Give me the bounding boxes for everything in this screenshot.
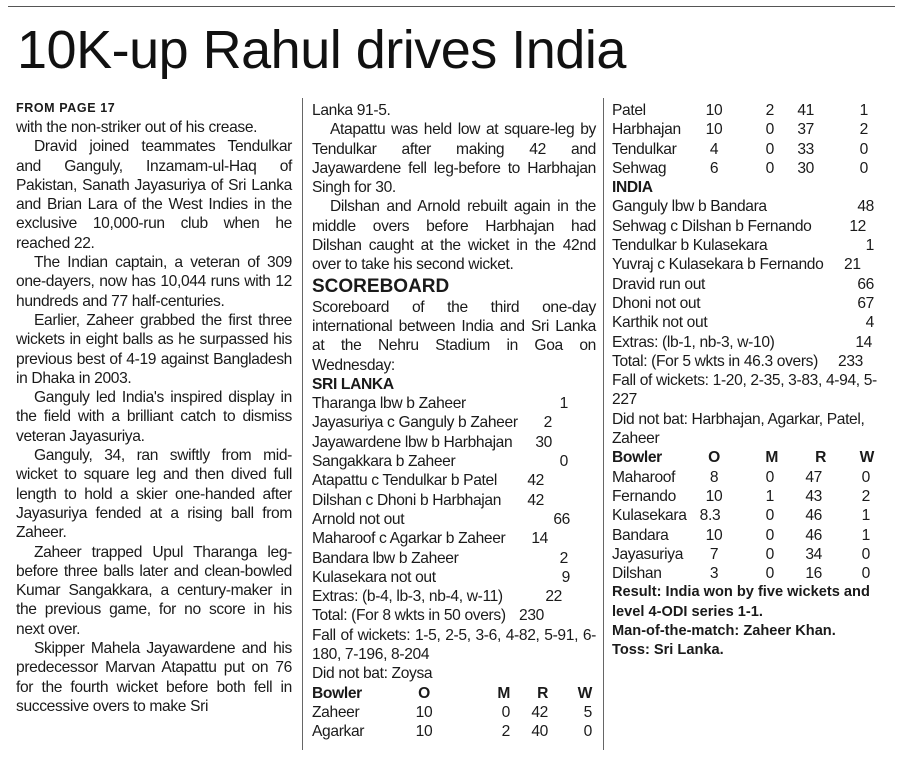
man-of-the-match: Man-of-the-match: Zaheer Khan.: [612, 623, 836, 640]
batting-row: [612, 294, 894, 313]
batsman-runs: 4: [865, 314, 874, 332]
bowler-wickets: 2: [861, 487, 870, 505]
batting-row: [312, 394, 596, 413]
bowler-overs: 7: [709, 545, 719, 563]
batsman-runs: 2: [543, 414, 552, 432]
total-label: Total: (For 8 wkts in 50 overs): [312, 607, 506, 625]
batsman-runs: 42: [527, 472, 544, 490]
batting-row: [312, 510, 596, 529]
bowler-wickets: 1: [861, 507, 870, 525]
bowling-row: [612, 140, 894, 159]
bowling-header-cell: W: [859, 449, 874, 467]
extras-label: Extras: (lb-1, nb-3, w-10): [612, 333, 775, 351]
extras-value: 14: [855, 333, 872, 351]
bowling-header-cell: R: [537, 684, 548, 702]
article-column-1: [16, 101, 292, 716]
team-heading-sri-lanka: SRI LANKA: [312, 375, 394, 393]
bowling-header-cell: O: [708, 449, 720, 467]
bowling-row: [612, 101, 894, 120]
bowler-runs: 37: [797, 121, 814, 139]
bowler-overs: 10: [705, 121, 723, 139]
bowler-maidens: 0: [501, 703, 510, 721]
batsman-entry: Tendulkar b Kulasekara: [612, 237, 768, 255]
bowler-maidens: 1: [765, 487, 774, 505]
bowler-name: Harbhajan: [612, 121, 681, 139]
bowler-name: Agarkar: [312, 723, 365, 741]
bowler-wickets: 1: [859, 102, 868, 119]
extras-row: [312, 587, 596, 606]
bowler-wickets: 5: [583, 703, 592, 721]
extras-label: Extras: (b-4, lb-3, nb-4, w-11): [312, 588, 503, 606]
batsman-entry: Maharoof c Agarkar b Zaheer: [312, 530, 506, 548]
bowling-row: [612, 545, 894, 564]
extras-value: 22: [545, 588, 562, 606]
did-not-bat: Did not bat: Harbhajan, Agarkar, Patel, Zaheer: [612, 410, 865, 448]
bowler-runs: 30: [797, 159, 814, 177]
batting-row: [312, 413, 596, 432]
bowler-overs: 10: [705, 487, 723, 505]
batsman-entry: Dravid run out: [612, 275, 706, 293]
paragraph: Dravid joined teammates Tendulkar and Ganguly, Inzamam-ul-Haq of Pakistan, Sanath Jayasuriya of Sri Lanka and Brian Lara of the West Indies in the exclusive 10,000-run club when he reached 22.: [16, 138, 292, 252]
did-not-bat: Did not bat: Zoysa: [312, 665, 433, 683]
paragraph: Ganguly led India's inspired display in the field with a brilliant catch to dismiss veteran Jayasuriya.: [16, 389, 292, 445]
batsman-runs: 2: [559, 549, 568, 567]
batsman-runs: 0: [559, 453, 568, 471]
bowler-maidens: 0: [765, 121, 774, 139]
bowler-name: Patel: [612, 102, 646, 119]
bowler-maidens: 2: [765, 102, 774, 119]
bowling-row: [612, 468, 894, 487]
bowler-overs: 10: [705, 102, 723, 119]
bowler-overs: 3: [709, 565, 719, 583]
from-page-label: FROM PAGE 17: [16, 101, 116, 115]
bowler-overs: 8: [709, 468, 719, 486]
extras-row: [612, 333, 894, 352]
bowling-header-cell: R: [815, 449, 826, 467]
bowler-wickets: 0: [859, 140, 868, 158]
batting-row: [312, 549, 596, 568]
bowler-name: Sehwag: [612, 159, 667, 177]
bowling-row: [312, 703, 596, 722]
bowler-maidens: 0: [765, 507, 774, 525]
bowling-row: [312, 722, 596, 741]
scoreboard-heading: SCOREBOARD: [312, 275, 450, 297]
article-column-2: [312, 101, 596, 742]
bowler-name: Jayasuriya: [612, 545, 684, 563]
total-row: [612, 352, 894, 371]
bowler-maidens: 0: [765, 140, 774, 158]
batting-row: [312, 433, 596, 452]
bowling-header-cell: W: [577, 684, 592, 702]
paragraph: Earlier, Zaheer grabbed the first three wickets in eight balls as he surpassed his previous best of 4-19 against Bangladesh in Dhaka in 2003.: [16, 311, 292, 387]
bowler-maidens: 0: [765, 159, 774, 177]
bowling-header-cell: M: [497, 684, 510, 702]
bowler-runs: 16: [805, 565, 822, 583]
bowler-runs: 42: [531, 703, 548, 721]
batsman-entry: Jayasuriya c Ganguly b Zaheer: [312, 414, 518, 432]
total-row: [312, 606, 596, 625]
bowler-runs: 34: [805, 545, 822, 563]
batting-row: [612, 255, 894, 274]
column-divider: [302, 98, 303, 750]
bowling-header: [612, 448, 894, 467]
batsman-runs: 30: [535, 433, 552, 451]
bowler-maidens: 0: [765, 545, 774, 563]
bowler-runs: 46: [805, 526, 822, 544]
batting-row: [312, 452, 596, 471]
bowler-maidens: 0: [765, 468, 774, 486]
batsman-entry: Tharanga lbw b Zaheer: [312, 395, 466, 413]
bowler-overs: 4: [709, 140, 719, 158]
batting-row: [312, 471, 596, 490]
batsman-entry: Jayawardene lbw b Harbhajan: [312, 433, 513, 451]
total-label: Total: (For 5 wkts in 46.3 overs): [612, 352, 818, 370]
bowler-name: Zaheer: [312, 703, 360, 721]
batsman-entry: Arnold not out: [312, 510, 405, 528]
bowler-overs: 10: [415, 723, 433, 741]
paragraph: Skipper Mahela Jayawardene and his predecessor Marvan Atapattu put on 76 for the fourth wicket before both fell in successive overs to make Sri: [16, 640, 292, 715]
bowler-wickets: 1: [861, 526, 870, 544]
team-heading-india: INDIA: [612, 179, 653, 197]
bowling-header-cell: Bowler: [312, 684, 362, 702]
sri-lanka-batting: [312, 394, 596, 626]
scoreboard-intro: Scoreboard of the third one-day international between India and Sri Lanka at the Nehru Stadium in Goa on Wednesday:: [312, 298, 596, 374]
batting-row: [612, 217, 894, 236]
batsman-entry: Dhoni not out: [612, 294, 701, 312]
batsman-entry: Sehwag c Dilshan b Fernando: [612, 217, 812, 235]
batting-row: [312, 491, 596, 510]
bowler-runs: 46: [805, 507, 822, 525]
headline: 10K-up Rahul drives India: [17, 20, 626, 80]
bowler-maidens: 0: [765, 526, 774, 544]
batsman-entry: Yuvraj c Kulasekara b Fernando: [612, 256, 824, 274]
batsman-entry: Kulasekara not out: [312, 568, 436, 586]
bowler-runs: 33: [797, 140, 814, 158]
batsman-entry: Bandara lbw b Zaheer: [312, 549, 459, 567]
bowler-wickets: 0: [583, 723, 592, 741]
paragraph: Lanka 91-5.: [312, 102, 391, 119]
batting-row: [612, 313, 894, 332]
bowling-row: [612, 506, 894, 525]
bowling-header-cell: Bowler: [612, 449, 662, 467]
bowler-wickets: 0: [859, 159, 868, 177]
paragraph: Zaheer trapped Upul Tharanga leg-before three balls later and clean-bowled Kumar Sangakkara, a century-maker in the previous game, for no score in his next over.: [16, 543, 292, 638]
bowler-runs: 47: [805, 468, 822, 486]
batting-row: [312, 568, 596, 587]
bowler-overs: 10: [415, 703, 433, 721]
bowling-header-cell: M: [765, 449, 778, 467]
bowler-runs: 43: [805, 487, 822, 505]
batsman-runs: 9: [561, 568, 570, 586]
bowler-wickets: 0: [861, 468, 870, 486]
batsman-entry: Sangakkara b Zaheer: [312, 453, 456, 471]
bowling-row: [612, 564, 894, 583]
paragraph: Atapattu was held low at square-leg by Tendulkar after making 42 and Jayawardene fell leg-before to Harbhajan Singh for 30.: [312, 121, 596, 197]
bowling-header-cell: O: [418, 684, 430, 702]
india-batting: [612, 197, 894, 371]
bowling-row: [612, 487, 894, 506]
batsman-runs: 66: [553, 510, 570, 528]
bowling-row: [612, 159, 894, 178]
batsman-runs: 12: [849, 217, 866, 235]
bowler-wickets: 2: [859, 121, 868, 139]
batsman-runs: 1: [865, 237, 874, 255]
bowler-runs: 40: [531, 723, 548, 741]
batting-row: [612, 275, 894, 294]
bowler-name: Fernando: [612, 487, 676, 505]
paragraph: The Indian captain, a veteran of 309 one-dayers, now has 10,044 runs with 12 hundreds and 77 half-centuries.: [16, 254, 292, 310]
bowler-overs: 6: [709, 159, 719, 177]
batsman-runs: 48: [857, 198, 874, 216]
bowler-runs: 41: [797, 102, 814, 119]
batting-row: [612, 197, 894, 216]
paragraph: Ganguly, 34, ran swiftly from mid-wicket to square leg and then dived full length to hold a skier one-handed after Jayasuriya fended at a rising ball from Zaheer.: [16, 447, 292, 542]
top-rule: [8, 6, 895, 7]
bowler-wickets: 0: [861, 545, 870, 563]
bowling-header: [312, 684, 596, 703]
batsman-runs: 67: [857, 294, 874, 312]
batsman-entry: Ganguly lbw b Bandara: [612, 198, 767, 216]
batsman-runs: 42: [527, 491, 544, 509]
bowler-name: Dilshan: [612, 565, 662, 583]
bowler-name: Bandara: [612, 526, 669, 544]
bowling-row: [612, 120, 894, 139]
batting-row: [312, 529, 596, 548]
toss: Toss: Sri Lanka.: [612, 642, 724, 659]
batsman-entry: Dilshan c Dhoni b Harbhajan: [312, 491, 502, 509]
total-value: 233: [838, 352, 863, 370]
batsman-runs: 66: [857, 275, 874, 293]
fall-of-wickets: Fall of wickets: 1-20, 2-35, 3-83, 4-94, 5-227: [612, 372, 877, 409]
total-value: 230: [519, 607, 544, 625]
batsman-entry: Atapattu c Tendulkar b Patel: [312, 472, 497, 490]
batsman-runs: 14: [531, 530, 548, 548]
bowler-name: Tendulkar: [612, 140, 677, 158]
bowler-name: Maharoof: [612, 468, 676, 486]
match-result: Result: India won by five wickets and level 4-ODI series 1-1.: [612, 584, 870, 620]
paragraph: Dilshan and Arnold rebuilt again in the middle overs before Harbhajan had Dilshan caught at the wicket in the 42nd over to take his second wicket.: [312, 198, 596, 274]
batting-row: [612, 236, 894, 255]
fall-of-wickets: Fall of wickets: 1-5, 2-5, 3-6, 4-82, 5-91, 6-180, 7-196, 8-204: [312, 626, 596, 664]
bowler-maidens: 0: [765, 565, 774, 583]
bowler-overs: 10: [705, 526, 723, 544]
batsman-entry: Karthik not out: [612, 314, 708, 332]
column-divider: [603, 98, 604, 750]
bowler-maidens: 2: [501, 723, 510, 741]
article-column-3: [612, 101, 894, 661]
bowler-name: Kulasekara: [612, 507, 687, 525]
batsman-runs: 1: [559, 395, 568, 413]
bowler-overs: 8.3: [699, 507, 721, 525]
batsman-runs: 21: [844, 256, 861, 274]
bowling-row: [612, 526, 894, 545]
paragraph: with the non-striker out of his crease.: [16, 119, 258, 136]
bowler-wickets: 0: [861, 565, 870, 583]
